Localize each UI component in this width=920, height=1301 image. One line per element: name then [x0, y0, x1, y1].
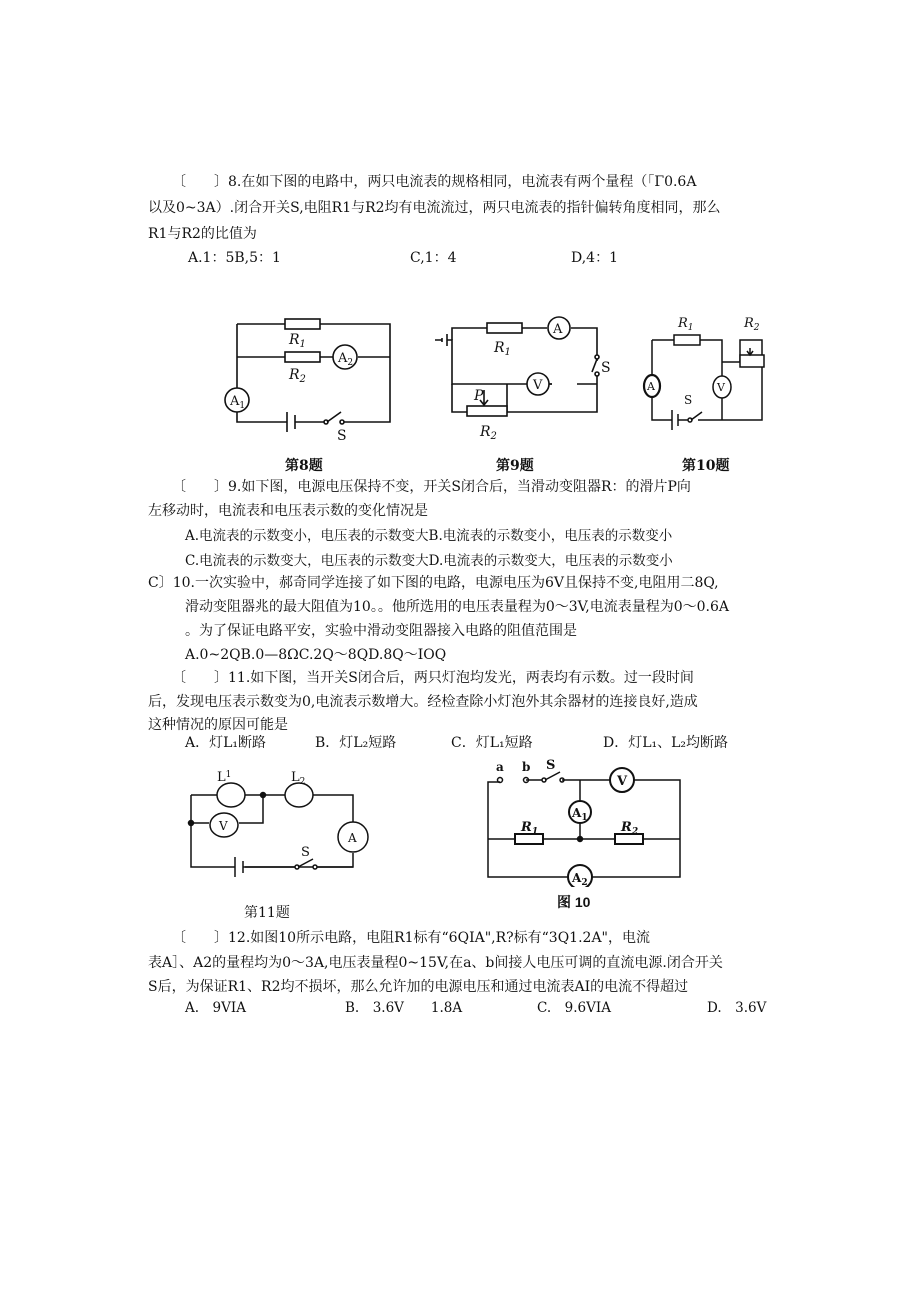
svg-text:R1 [677, 316, 694, 333]
fig11-voltmeter-label: V [219, 819, 228, 833]
q11-option-d: D．灯L₁、L₂均断路 [603, 735, 729, 751]
fig10-r2-sub: 2 [753, 323, 760, 333]
q8-line-1: 〔 〕8.在如下图的电路中，两只电流表的规格相同，电流表有两个量程（「Γ0.6A [172, 174, 697, 190]
figure-q10-circuit [636, 310, 786, 440]
fig10-switch-label: S [684, 393, 693, 407]
q10-line-2: 滑动变阻器兆的最大阻值为10。。他所选用的电压表量程为0～3V,电流表量程为0～0.6A [185, 599, 730, 615]
q11-line-2: 后，发现电压表示数变为0,电流表示数增大。经检查除小灯泡外其余器材的连接良好,造成 [148, 694, 698, 710]
fig11-l1-label: L [217, 770, 226, 785]
q11-line-1: 〔 〕11.如下图，当开关S闭合后，两只灯泡均发光，两表均有示数。过一段时间 [172, 670, 694, 686]
fig12-r1-label: R [521, 820, 532, 835]
fig9-r2-label: R [480, 424, 491, 440]
fig8-caption: 第8题 [285, 458, 323, 474]
fig12-terminal-a: a [496, 760, 504, 774]
fig10-caption: 第10题 [682, 458, 730, 474]
q11-option-a: A．灯L₁断路 [185, 735, 267, 751]
svg-text:R1 [520, 820, 538, 837]
fig8-a1-label: A [230, 394, 240, 409]
q8-option-ab: A.1：5B,5：1 [188, 250, 281, 266]
fig9-r1-sub: 1 [504, 347, 511, 358]
fig12-caption: 图 10 [557, 894, 591, 910]
q10-line-3: 。为了保证电路平安，实验中滑动变阻器接入电路的阻值范围是 [185, 623, 577, 639]
q12-option-b: B. 3.6V 1.8A [345, 1000, 463, 1016]
fig8-a2-sub: 2 [347, 358, 354, 368]
fig10-r1-sub: 1 [687, 323, 694, 333]
q10-line-1: C〕10.一次实验中，郝奇同学连接了如下图的电路，电源电压为6V且保持不变,电阻用二8Q, [148, 575, 719, 591]
q11-option-b: B．灯L₂短路 [315, 735, 397, 751]
fig12-a2-sub: 2 [581, 878, 588, 887]
fig8-switch-label: S [337, 428, 347, 444]
fig8-a2-label: A [338, 351, 348, 366]
fig9-ammeter-label: A [553, 322, 563, 337]
fig11-l2-label: L [291, 770, 300, 785]
q8-line-3: R1与R2的比值为 [148, 226, 257, 242]
q10-options: A.0~2QB.0—8ΩC.2Q～8QD.8Q～IOQ [185, 647, 447, 663]
fig12-voltmeter-label: V [617, 774, 628, 789]
fig8-r1-label: R [289, 332, 300, 348]
fig8-r2-sub: 2 [299, 374, 306, 385]
q9-options-ab: A.电流表的示数变小，电压表的示数变大B.电流表的示数变小，电压表的示数变小 [185, 528, 673, 544]
q12-option-c: C. 9.6VIA [537, 1000, 611, 1016]
svg-text:R2 [620, 820, 638, 837]
fig9-r1-label: R [494, 340, 505, 356]
fig9-r2-sub: 2 [490, 431, 497, 442]
figure-q8-circuit [215, 312, 405, 444]
svg-text:L2 [291, 770, 305, 787]
q9-options-cd: C.电流表的示数变大，电压表的示数变大D.电流表的示数变大，电压表的示数变小 [185, 553, 673, 569]
fig11-l2-sub: 2 [299, 777, 306, 787]
fig8-r2-label: R [289, 367, 300, 383]
q11-option-c: C．灯L₁短路 [451, 735, 533, 751]
fig12-r2-sub: 2 [631, 827, 639, 837]
fig12-terminal-b: b [522, 760, 531, 774]
q12-line-3: S后，为保证R1、R2均不损坏，那么允许加的电源电压和通过电流表AI的电流不得超过 [148, 979, 689, 995]
fig11-ammeter-label: A [348, 831, 357, 845]
q12-option-a: A. 9VIA [185, 1000, 246, 1016]
fig9-voltmeter-label: V [533, 378, 543, 393]
fig8-r1-sub: 1 [299, 339, 306, 350]
svg-text:R2 [743, 316, 760, 333]
figure-q11-circuit [185, 765, 375, 890]
fig10-r1-label: R [678, 316, 688, 331]
fig12-a2-label: A [572, 871, 582, 885]
q8-option-d: D,4：1 [571, 250, 618, 266]
fig10-r2-label: R [744, 316, 754, 331]
fig11-l1-sub: 1 [225, 770, 232, 780]
figure-q12-circuit [480, 757, 700, 887]
svg-text:R2 [479, 424, 497, 442]
fig12-switch-label: S [546, 758, 556, 773]
fig11-caption: 第11题 [244, 905, 290, 921]
q9-line-2: 左移动时，电流表和电压表示数的变化情况是 [148, 503, 428, 519]
fig10-ammeter-label: A [647, 380, 655, 393]
svg-text:R2 [288, 367, 306, 385]
q11-line-3: 这种情况的原因可能是 [148, 717, 288, 733]
q8-option-c: C,1：4 [410, 250, 457, 266]
svg-text:R1 [493, 340, 511, 358]
q12-line-2: 表A］、A2的量程均为0～3A,电压表量程0~15V,在a、b间接人电压可调的直流电源.闭合开关 [148, 955, 723, 971]
fig12-r2-label: R [621, 820, 632, 835]
q9-line-1: 〔 〕9.如下图，电源电压保持不变，开关S闭合后，当滑动变阻器R：的滑片P向 [172, 479, 691, 495]
fig8-a1-sub: 1 [239, 401, 246, 411]
fig11-switch-label: S [301, 845, 310, 860]
svg-text:R1 [288, 332, 306, 350]
fig12-a1-sub: 1 [581, 813, 588, 823]
q12-line-1: 〔 〕12.如图10所示电路，电阻R1标有“6QIA",R?标有“3Q1.2A"，电流 [172, 930, 651, 946]
fig9-switch-label: S [601, 360, 611, 376]
fig9-slider-label: P [474, 388, 484, 404]
fig12-r1-sub: 1 [531, 827, 539, 837]
fig10-voltmeter-label: V [717, 381, 725, 394]
fig9-caption: 第9题 [496, 458, 534, 474]
q8-line-2: 以及0~3A）.闭合开关S,电阻R1与R2均有电流流过，两只电流表的指针偏转角度相同，那么 [148, 200, 721, 216]
figure-q9-circuit [432, 316, 622, 446]
fig12-a1-label: A [572, 806, 582, 820]
q12-option-d: D. 3.6V [707, 1000, 767, 1016]
